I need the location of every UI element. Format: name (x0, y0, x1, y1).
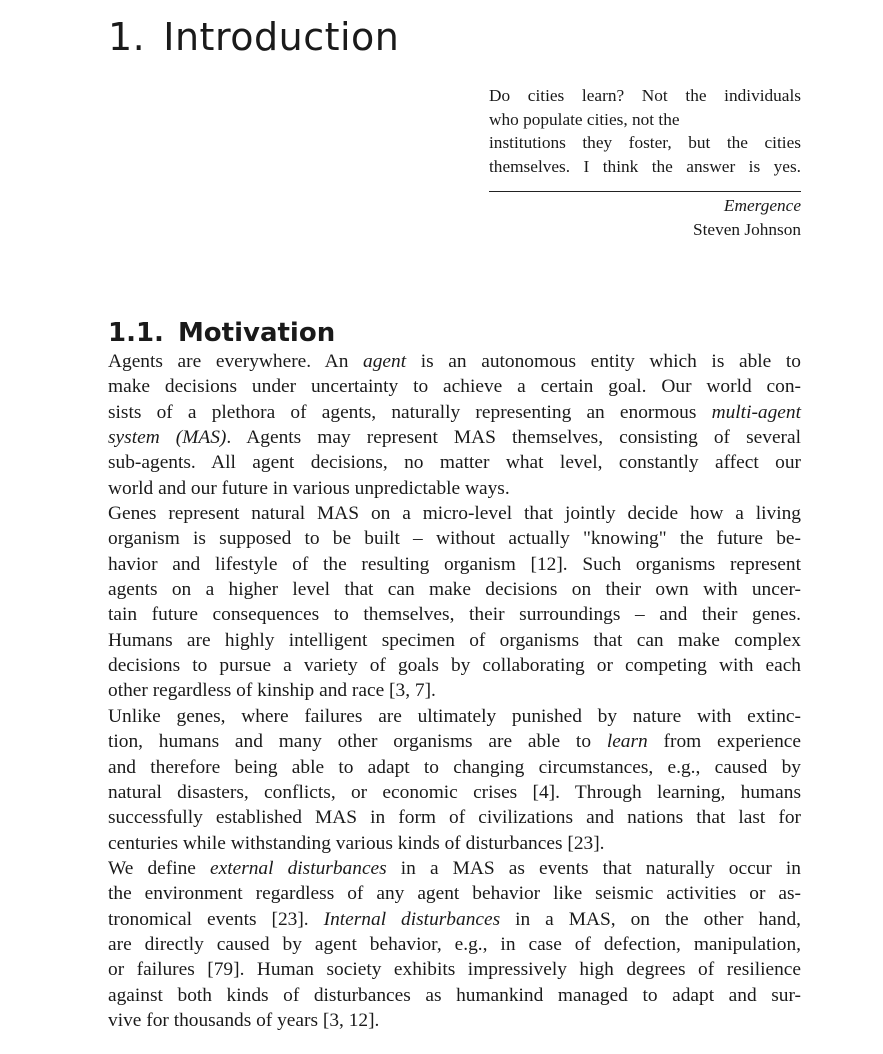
epigraph-rule (489, 191, 801, 192)
text-line (108, 881, 801, 906)
paragraph (108, 501, 801, 704)
text-line (108, 704, 801, 729)
text-segment: in a MAS, on the other hand, (500, 908, 801, 930)
text-segment: Agents are everywhere. An (108, 351, 364, 372)
text-segment: sists of a plethora of agents, naturally representing an enormous (108, 401, 712, 423)
text-line (108, 932, 801, 957)
body-text (108, 349, 801, 1033)
text-line (108, 501, 801, 526)
section-number: 1.1. (108, 317, 164, 348)
text-line (108, 577, 801, 602)
text-segment: are directly caused by agent behavior, e.g., in case of defection, manipulation, (108, 933, 801, 955)
text-segment: vive for thousands of years [3, 12]. (108, 1009, 380, 1031)
text-segment: in a MAS as events that naturally occur in (386, 857, 801, 879)
epigraph-line: who populate cities, not the (489, 109, 680, 129)
text-line (108, 552, 801, 577)
epigraph-line: Do cities learn? Not the individuals (489, 86, 801, 105)
emphasized-text: external disturbances (209, 857, 387, 879)
epigraph-line: institutions they foster, but the cities (489, 133, 801, 153)
text-segment: decisions to pursue a variety of goals by collaborating or competing with each (108, 655, 801, 677)
text-segment: Genes represent natural MAS on a micro-level that jointly decide how a living (108, 503, 801, 525)
chapter-title: Introduction (163, 15, 400, 60)
text-line (108, 805, 801, 830)
epigraph (489, 84, 801, 241)
text-segment: Humans are highly intelligent specimen of organisms that can make complex (108, 629, 801, 651)
text-segment: and therefore being able to adapt to changing circumstances, e.g., caused by (108, 756, 801, 778)
text-segment: . Agents may represent MAS themselves, consisting of several (226, 427, 802, 449)
text-segment: organism is supposed to be built – without actually "knowing" the future be- (108, 528, 801, 550)
text-line (108, 907, 801, 932)
text-line (108, 425, 801, 450)
text-segment: centuries while withstanding various kinds of disturbances [23]. (108, 832, 605, 854)
text-line (108, 729, 801, 754)
text-segment: is an autonomous entity which is able to (406, 351, 801, 372)
text-line (108, 856, 801, 881)
text-segment: We define (108, 857, 210, 879)
text-segment: successfully established MAS in form of civilizations and nations that last for (108, 807, 801, 829)
text-line (108, 1008, 801, 1033)
text-segment: tronomical events [23]. (108, 908, 324, 930)
epigraph-source-author: Steven Johnson (692, 219, 801, 239)
text-segment: tion, humans and many other organisms are able to (108, 731, 607, 753)
text-line (108, 983, 801, 1008)
section-heading (108, 318, 335, 348)
chapter-heading (108, 15, 399, 59)
text-line (108, 831, 801, 856)
text-segment: against both kinds of disturbances as humankind managed to adapt and sur- (108, 984, 801, 1006)
text-segment: the environment regardless of any agent behavior like seismic activities or as- (108, 883, 801, 905)
chapter-number: 1. (108, 15, 146, 60)
text-line (108, 450, 801, 475)
text-segment: make decisions under uncertainty to achieve a certain goal. Our world con- (108, 376, 801, 398)
text-line (108, 755, 801, 780)
emphasized-text: multi-agent (711, 401, 801, 423)
emphasized-text: agent (363, 351, 407, 372)
text-line (108, 476, 801, 501)
text-segment: natural disasters, conflicts, or economic crises [4]. Through learning, humans (108, 781, 801, 803)
emphasized-text: learn (606, 731, 648, 753)
text-line (108, 780, 801, 805)
text-segment: Unlike genes, where failures are ultimately punished by nature with extinc- (108, 705, 801, 727)
emphasized-text: system (MAS) (108, 427, 227, 449)
text-line (108, 653, 801, 678)
emphasized-text: Internal disturbances (323, 908, 501, 930)
paragraph (108, 856, 801, 1033)
text-line (108, 400, 801, 425)
section-title: Motivation (177, 317, 336, 348)
text-line (108, 628, 801, 653)
text-line (108, 374, 801, 399)
text-segment: world and our future in various unpredictable ways. (108, 477, 510, 499)
text-line (108, 349, 801, 374)
text-segment: from experience (647, 731, 801, 753)
paragraph (108, 349, 801, 501)
text-line (108, 602, 801, 627)
text-line (108, 957, 801, 982)
text-segment: sub-agents. All agent decisions, no matter what level, constantly affect our (108, 452, 801, 474)
text-segment: havior and lifestyle of the resulting organism [12]. Such organisms represent (108, 553, 801, 575)
text-line (108, 678, 801, 703)
epigraph-line: themselves. I think the answer is yes. (489, 157, 801, 177)
text-line (108, 526, 801, 551)
text-segment: or failures [79]. Human society exhibits impressively high degrees of resilience (108, 959, 801, 981)
epigraph-source-title: Emergence (723, 195, 801, 215)
text-segment: agents on a higher level that can make decisions on their own with uncer- (108, 579, 801, 601)
text-segment: other regardless of kinship and race [3, 7]. (108, 680, 436, 702)
text-segment: tain future consequences to themselves, their surroundings – and their genes. (108, 604, 801, 626)
paragraph (108, 704, 801, 856)
